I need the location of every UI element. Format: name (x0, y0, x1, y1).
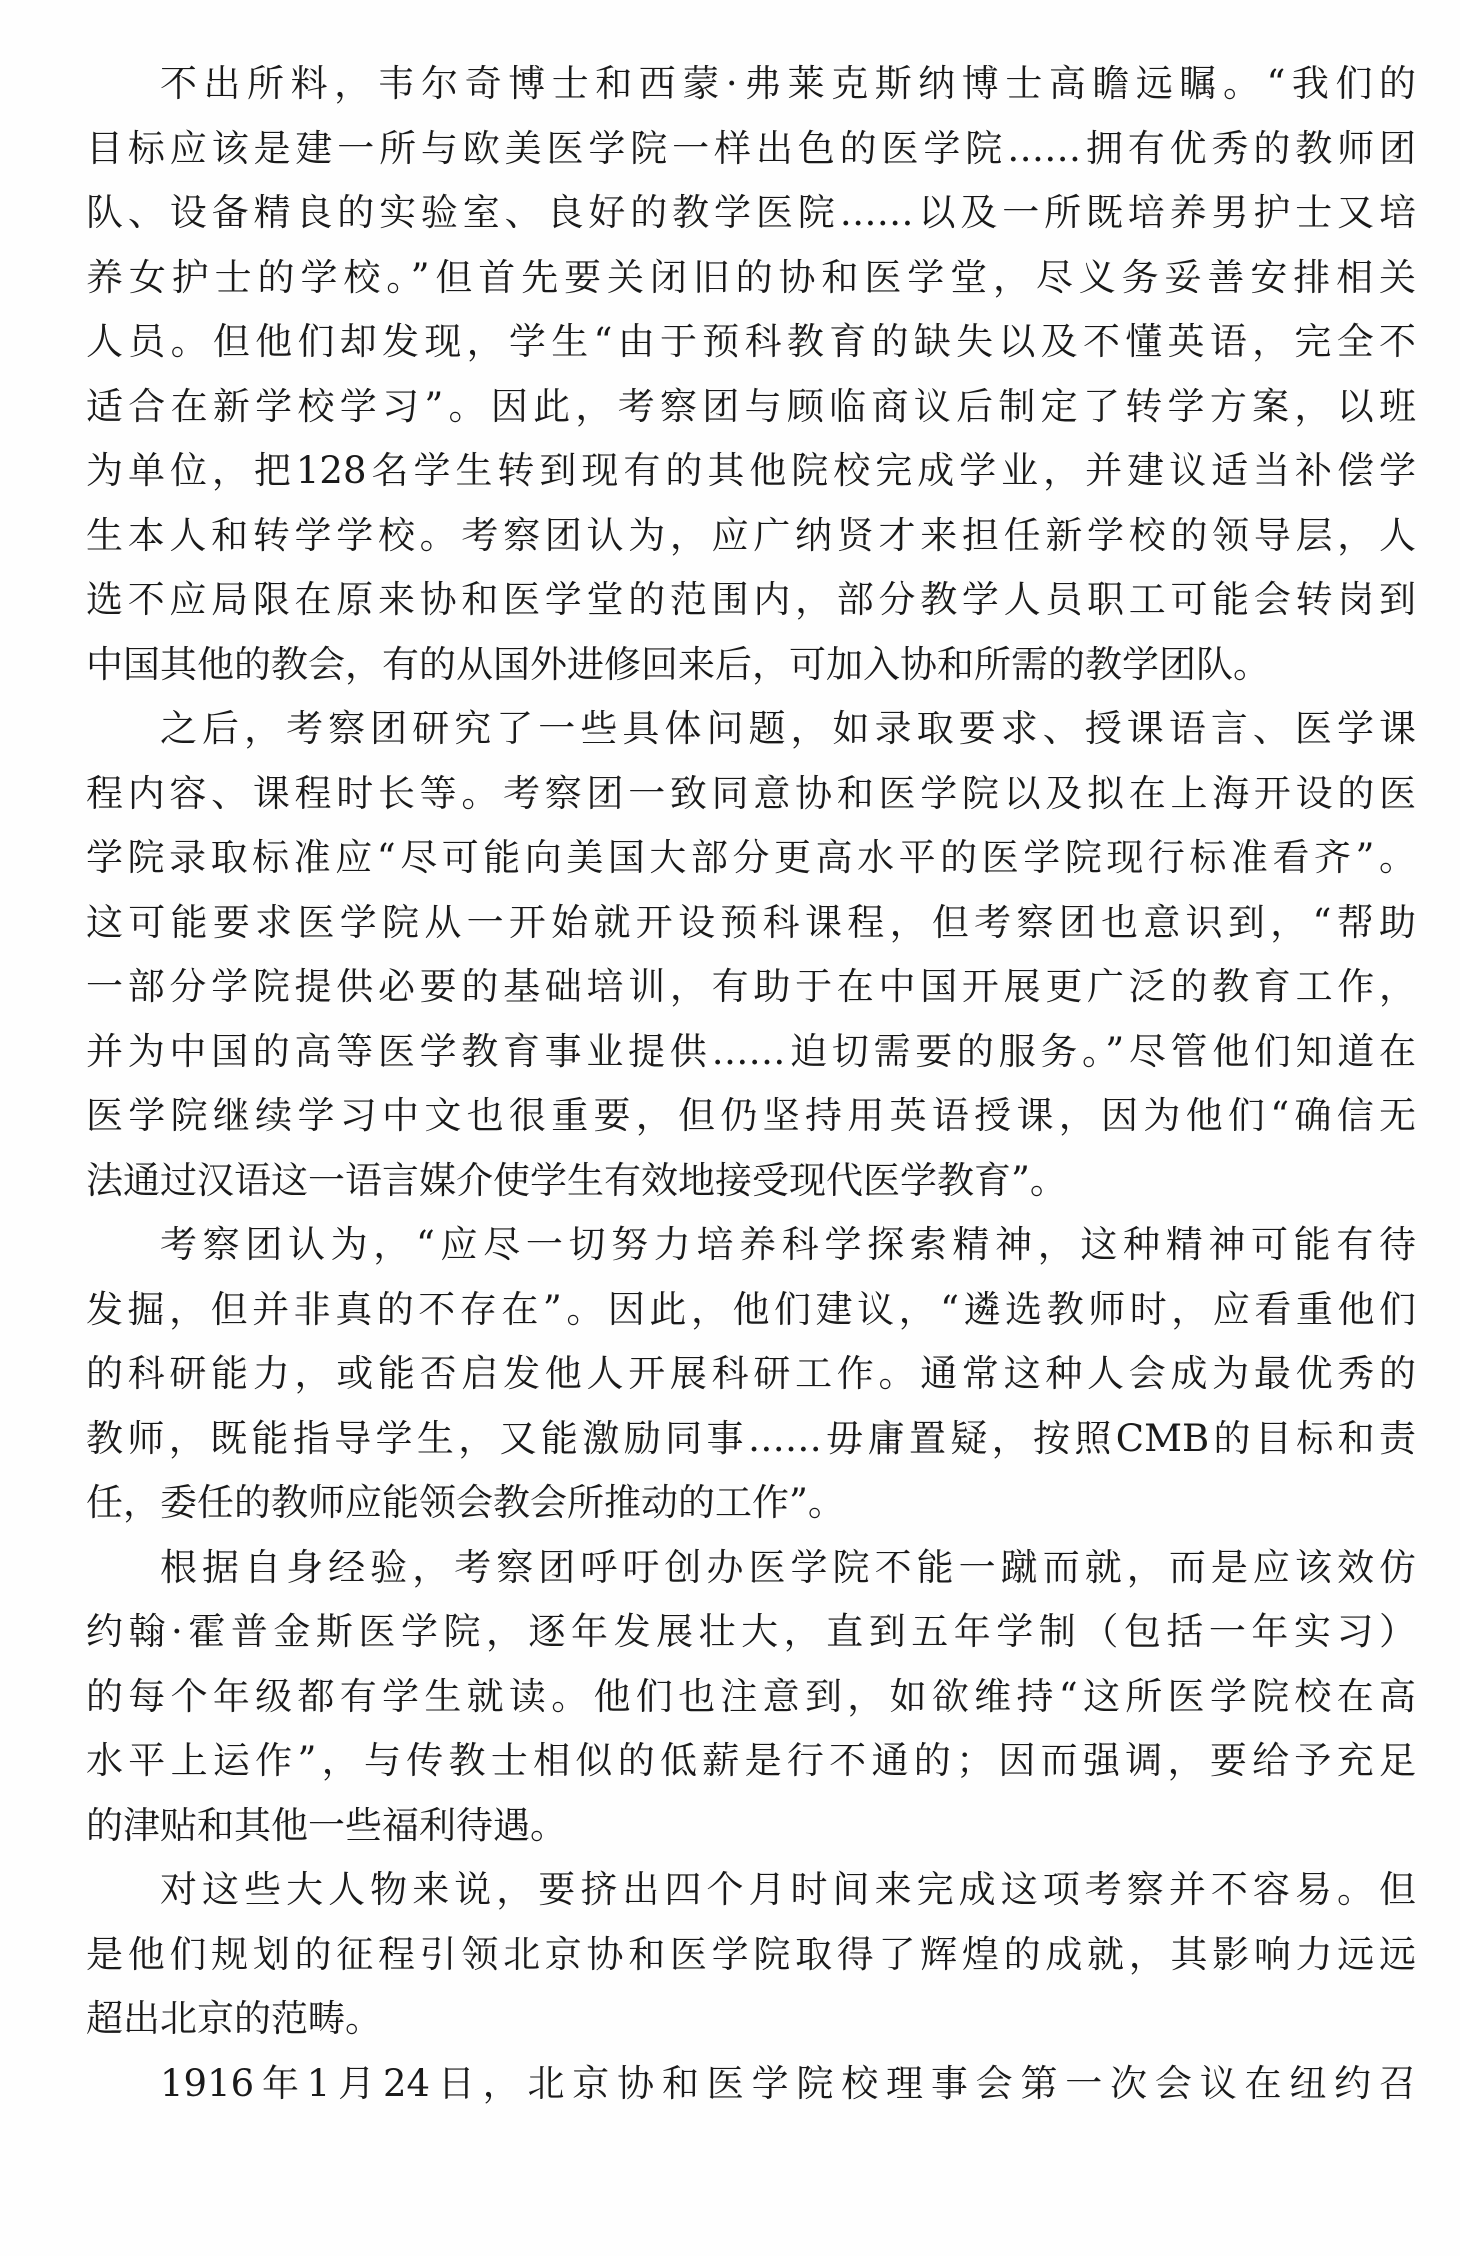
paragraph-4 (86, 1536, 1416, 1859)
text-line: 根据自身经验，考察团呼吁创办医学院不能一蹴而就，而是应该效仿 (160, 1545, 1416, 1589)
text-line: 是他们规划的征程引领北京协和医学院取得了辉煌的成就，其影响力远远 (86, 1932, 1416, 1976)
text-line: 程内容、课程时长等。考察团一致同意协和医学院以及拟在上海开设的医 (86, 771, 1416, 815)
text-line: 的科研能力，或能否启发他人开展科研工作。通常这种人会成为最优秀的 (86, 1352, 1416, 1395)
text-line: 发掘，但并非真的不存在”。因此，他们建议，“遴选教师时，应看重他们 (86, 1287, 1416, 1331)
text-line: 医学院继续学习中文也很重要，但仍坚持用英语授课，因为他们“确信无 (86, 1094, 1416, 1137)
paragraph-6 (86, 2052, 1416, 2117)
text-line: 目标应该是建一所与欧美医学院一样出色的医学院……拥有优秀的教师团 (86, 126, 1416, 170)
text-line: 生本人和转学学校。考察团认为，应广纳贤才来担任新学校的领导层，人 (86, 513, 1416, 557)
paragraph-3 (86, 1213, 1416, 1536)
text-line: 养女护士的学校。”但首先要关闭旧的协和医学堂，尽义务妥善安排相关 (86, 255, 1416, 299)
paragraph-5 (86, 1858, 1416, 2052)
text-line: 选不应局限在原来协和医学堂的范围内，部分教学人员职工可能会转岗到 (86, 578, 1416, 621)
text-line: 水平上运作”，与传教士相似的低薪是行不通的；因而强调，要给予充足 (86, 1739, 1416, 1782)
text-line: 约翰·霍普金斯医学院，逐年发展壮大，直到五年学制（包括一年实习） (86, 1610, 1416, 1653)
text-line: 考察团认为，“应尽一切努力培养科学探索精神，这种精神可能有待 (160, 1223, 1416, 1266)
text-line: 法通过汉语这一语言媒介使学生有效地接受现代医学教育”。 (86, 1158, 1067, 1202)
text-line: 并为中国的高等医学教育事业提供……迫切需要的服务。”尽管他们知道在 (86, 1029, 1416, 1073)
text-line: 这可能要求医学院从一开始就开设预科课程，但考察团也意识到，“帮助 (86, 900, 1416, 944)
text-line: 为单位，把128名学生转到现有的其他院校完成学业，并建议适当补偿学 (86, 449, 1416, 492)
text-line: 之后，考察团研究了一些具体问题，如录取要求、授课语言、医学课 (160, 707, 1416, 750)
paragraph-2 (86, 697, 1416, 1213)
text-line: 人员。但他们却发现，学生“由于预科教育的缺失以及不懂英语，完全不 (86, 320, 1416, 363)
text-line: 对这些大人物来说，要挤出四个月时间来完成这项考察并不容易。但 (160, 1868, 1416, 1911)
text-line: 的津贴和其他一些福利待遇。 (86, 1803, 567, 1847)
paragraph-1 (86, 52, 1416, 697)
text-line: 中国其他的教会，有的从国外进修回来后，可加入协和所需的教学团队。 (86, 642, 1270, 686)
text-line: 适合在新学校学习”。因此，考察团与顾临商议后制定了转学方案，以班 (86, 384, 1416, 428)
text-line: 学院录取标准应“尽可能向美国大部分更高水平的医学院现行标准看齐”。 (86, 836, 1416, 879)
text-line: 一部分学院提供必要的基础培训，有助于在中国开展更广泛的教育工作， (86, 965, 1416, 1008)
text-line: 队、设备精良的实验室、良好的教学医院……以及一所既培养男护士又培 (86, 191, 1416, 234)
text-line: 不出所料，韦尔奇博士和西蒙·弗莱克斯纳博士高瞻远瞩。“我们的 (160, 62, 1416, 105)
text-line: 的每个年级都有学生就读。他们也注意到，如欲维持“这所医学院校在高 (86, 1674, 1416, 1718)
text-line: 教师，既能指导学生，又能激励同事……毋庸置疑，按照CMB的目标和责 (86, 1416, 1416, 1460)
text-line: 1916年1月24日，北京协和医学院校理事会第一次会议在纽约召 (160, 2061, 1416, 2105)
text-line: 任，委任的教师应能领会教会所推动的工作”。 (86, 1481, 845, 1524)
text-line: 超出北京的范畴。 (86, 1997, 382, 2040)
body-text (86, 52, 1416, 2116)
